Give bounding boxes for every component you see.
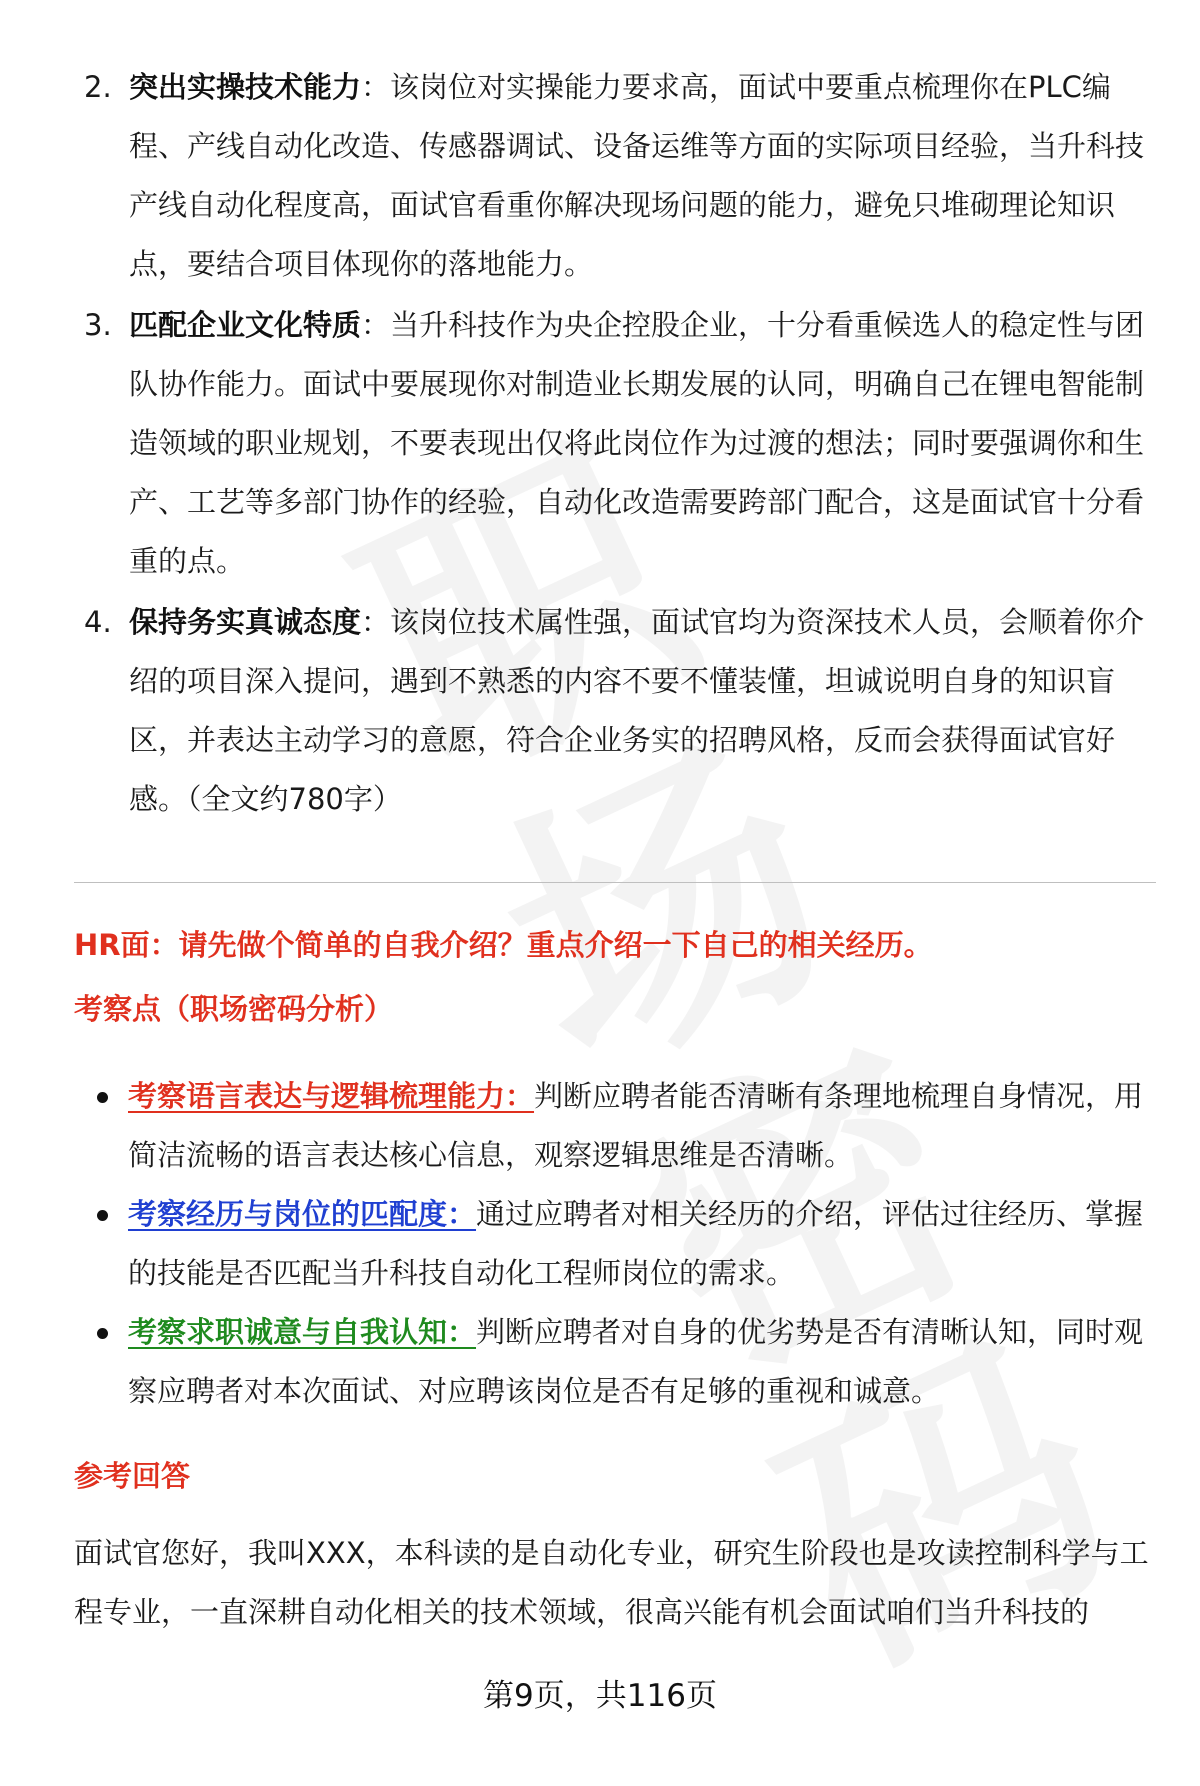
hr-question-heading: HR面：请先做个简单的自我介绍？重点介绍一下自己的相关经历。 <box>74 928 933 962</box>
answer-heading: 参考回答 <box>74 1459 191 1493</box>
item-separator: ： <box>361 70 391 104</box>
bullet-dot-icon <box>97 1328 108 1339</box>
list-item <box>95 1067 1155 1185</box>
item-separator: ： <box>361 605 391 639</box>
item-title: 匹配企业文化特质 <box>129 308 362 342</box>
analysis-heading: 考察点（职场密码分析） <box>74 992 394 1026</box>
bullet-label: 考察语言表达与逻辑梳理能力： <box>128 1079 535 1113</box>
list-item <box>75 58 1145 294</box>
list-item <box>75 593 1145 829</box>
item-number: 4. <box>84 605 112 639</box>
section-divider <box>74 882 1156 883</box>
page-footer: 第9页，共116页 <box>483 1678 717 1714</box>
bullet-body: 判断应聘者能否清晰有条理地梳理自身情况，用简洁流畅的语言表达核心信息，观察逻辑思维是否清晰。 <box>128 1079 1144 1172</box>
item-number: 3. <box>84 308 112 342</box>
bullet-dot-icon <box>97 1092 108 1103</box>
item-title: 保持务实真诚态度 <box>129 605 362 639</box>
item-body: 当升科技作为央企控股企业，十分看重候选人的稳定性与团队协作能力。面试中要展现你对制造业长期发展的认同，明确自己在锂电智能制造领域的职业规划，不要表现出仅将此岗位作为过渡的想法；同时要强调你和生产、工艺等多部门协作的经验，自动化改造需要跨部门配合，这是面试官十分看重的点。 <box>129 308 1145 578</box>
list-item <box>75 296 1145 591</box>
item-number: 2. <box>84 70 112 104</box>
bullet-label: 考察求职诚意与自我认知： <box>128 1315 477 1349</box>
bullet-list <box>95 1067 1155 1421</box>
bullet-body: 通过应聘者对相关经历的介绍，评估过往经历、掌握的技能是否匹配当升科技自动化工程师岗位的需求。 <box>128 1197 1144 1290</box>
item-body: 该岗位技术属性强，面试官均为资深技术人员，会顺着你介绍的项目深入提问，遇到不熟悉的内容不要不懂装懂，坦诚说明自身的知识盲区，并表达主动学习的意愿，符合企业务实的招聘风格，反而会获得面试官好感。（全文约780字） <box>129 605 1145 816</box>
numbered-list <box>75 58 1145 831</box>
bullet-body: 判断应聘者对自身的优劣势是否有清晰认知，同时观察应聘者对本次面试、对应聘该岗位是否有足够的重视和诚意。 <box>128 1315 1144 1408</box>
list-item <box>95 1303 1155 1421</box>
bullet-dot-icon <box>97 1210 108 1221</box>
list-item <box>95 1185 1155 1303</box>
answer-paragraph: 面试官您好，我叫XXX，本科读的是自动化专业，研究生阶段也是攻读控制科学与工程专业，一直深耕自动化相关的技术领域，很高兴能有机会面试咱们当升科技的 <box>74 1536 1149 1629</box>
item-separator: ： <box>361 308 391 342</box>
item-body: 该岗位对实操能力要求高，面试中要重点梳理你在PLC编程、产线自动化改造、传感器调试、设备运维等方面的实际项目经验，当升科技产线自动化程度高，面试官看重你解决现场问题的能力，避免只堆砌理论知识点，要结合项目体现你的落地能力。 <box>129 70 1145 281</box>
item-title: 突出实操技术能力 <box>129 70 362 104</box>
bullet-label: 考察经历与岗位的匹配度： <box>128 1197 477 1231</box>
